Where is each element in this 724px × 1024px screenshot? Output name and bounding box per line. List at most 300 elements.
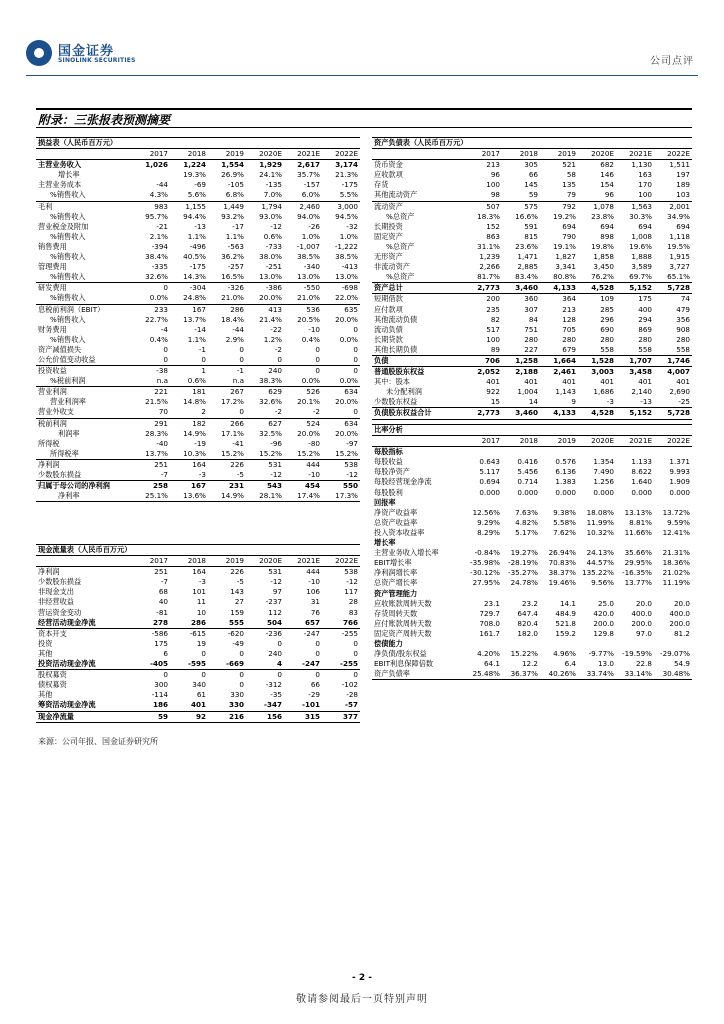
row-value: 200.0 <box>631 618 652 628</box>
row-value <box>654 538 692 548</box>
table-row <box>36 387 360 398</box>
year-header-blank <box>372 149 464 160</box>
table-row <box>372 589 692 599</box>
row-value: 129.8 <box>593 628 614 638</box>
row-value: 1.909 <box>669 477 690 487</box>
row-value: -114 <box>151 690 168 700</box>
row-value: 31 <box>310 597 320 607</box>
row-value: 83.4% <box>502 272 540 283</box>
row-value: -25 <box>654 397 692 408</box>
row-label: %总资产 <box>386 241 415 251</box>
row-label: 应收账款周转天数 <box>374 598 432 608</box>
row-value: 1.640 <box>631 477 652 487</box>
row-value: 550 <box>342 481 358 491</box>
table-row <box>372 387 692 397</box>
row-value: 9 <box>540 397 578 408</box>
row-value: 1,239 <box>479 252 500 262</box>
row-value: 96 <box>578 190 616 201</box>
row-value: 454 <box>304 481 320 491</box>
row-value: -1 <box>236 366 244 376</box>
table-row <box>36 262 360 272</box>
row-value: 5.17% <box>515 527 538 537</box>
year-header: 2018 <box>170 556 208 567</box>
row-value: 74 <box>680 294 690 304</box>
row-value: 19 <box>196 638 206 648</box>
row-value: 79 <box>540 190 578 201</box>
year-header: 2017 <box>132 556 170 567</box>
row-value: 294 <box>638 314 652 324</box>
table-row <box>36 397 360 407</box>
table-row <box>36 659 360 670</box>
row-value: 517 <box>486 324 500 334</box>
table-row <box>372 345 692 356</box>
disclaimer-link[interactable]: 敬请参阅最后一页特别声明 <box>296 994 428 1005</box>
row-value: 12.56% <box>472 507 500 517</box>
row-label: 每股指标 <box>374 447 403 457</box>
row-value: 17.2% <box>221 397 244 407</box>
table-row <box>36 491 360 502</box>
row-value: -81 <box>156 607 168 617</box>
row-value: 32.6% <box>259 397 282 407</box>
row-value: 21.5% <box>145 397 168 407</box>
row-label: 营业税金及附加 <box>38 221 89 231</box>
row-value: 444 <box>306 459 320 469</box>
row-value: 11 <box>196 597 206 607</box>
row-value: 17.4% <box>284 491 322 502</box>
row-value: 0 <box>322 355 360 366</box>
row-value: 280 <box>638 334 652 344</box>
year-header: 2020E <box>246 556 284 567</box>
row-value: 1.0% <box>301 231 320 241</box>
row-value <box>502 447 540 458</box>
row-value: 1,554 <box>221 160 244 170</box>
row-value: -1,007 <box>296 241 320 251</box>
row-value: 4.3% <box>132 190 170 201</box>
row-value: 221 <box>154 387 168 397</box>
row-value: 0 <box>163 283 168 293</box>
row-value: 68 <box>158 587 168 597</box>
row-label: EBIT利息保障倍数 <box>374 659 434 669</box>
row-value <box>540 639 578 649</box>
row-label: 现金净流量 <box>36 711 132 722</box>
row-value: 690 <box>600 324 614 334</box>
row-value <box>578 538 616 548</box>
row-value: 0.000 <box>593 487 614 497</box>
row-value <box>464 589 502 599</box>
row-value: 83 <box>348 607 358 617</box>
row-value: 2,773 <box>464 408 502 419</box>
row-value: 32.5% <box>259 428 282 438</box>
row-value: 0.694 <box>479 477 500 487</box>
balance-sheet-table <box>372 137 692 420</box>
row-value: -16.35% <box>622 568 652 578</box>
row-value: 31.1% <box>477 241 500 251</box>
row-value: 100 <box>616 190 654 201</box>
row-value: 694 <box>562 221 576 231</box>
year-header: 2021E <box>616 149 654 160</box>
row-value: 0.0% <box>284 376 322 387</box>
row-value: 19.46% <box>548 578 576 588</box>
row-value: 81.7% <box>464 272 502 283</box>
row-value: 1,929 <box>259 160 282 170</box>
row-value: 820.4 <box>517 618 538 628</box>
row-value: -615 <box>189 628 206 638</box>
row-value: 0 <box>163 344 168 354</box>
row-value: 13.13% <box>624 507 652 517</box>
row-value: 983 <box>154 201 168 211</box>
row-value <box>132 170 170 180</box>
row-label: 少数股东权益 <box>372 397 464 408</box>
row-value: 182.0 <box>517 628 538 638</box>
row-value <box>464 639 502 649</box>
row-value: -405 <box>132 659 170 670</box>
row-value: 1.256 <box>593 477 614 487</box>
row-value: 1.133 <box>631 457 652 467</box>
row-label: 其他 <box>38 648 53 658</box>
table-title: 比率分析 <box>372 425 692 436</box>
row-value: 0.000 <box>479 487 500 497</box>
row-value: 0.416 <box>517 457 538 467</box>
row-label: 其中：股本 <box>374 377 410 387</box>
row-value: 6.8% <box>208 190 246 201</box>
table-title-row <box>372 138 692 149</box>
row-value: 80.8% <box>540 272 578 283</box>
row-value: 444 <box>306 567 320 577</box>
row-value: 0.000 <box>517 487 538 497</box>
row-value: 679 <box>540 345 578 356</box>
table-row <box>36 201 360 212</box>
row-value: 7.63% <box>515 507 538 517</box>
row-value <box>654 447 692 458</box>
row-label: 税前利润 <box>38 418 67 428</box>
row-label: 总资产增长率 <box>374 578 418 588</box>
row-value: -7 <box>160 577 168 587</box>
row-label: 流动负债 <box>374 324 403 334</box>
row-value: 7.490 <box>593 467 614 477</box>
row-value: 200 <box>486 294 500 304</box>
table-row <box>36 180 360 190</box>
table-row <box>36 567 360 578</box>
row-value: 694 <box>638 221 652 231</box>
row-value: 1,827 <box>555 252 576 262</box>
row-value: 591 <box>524 221 538 231</box>
row-label: 总资产收益率 <box>374 517 418 527</box>
row-value: 729.7 <box>479 608 500 618</box>
row-value: 5,152 <box>616 283 654 294</box>
row-value: 5.117 <box>479 467 500 477</box>
row-label: 经营活动现金净流 <box>36 618 132 629</box>
row-value: 19.27% <box>510 548 538 558</box>
table-row <box>36 649 360 659</box>
row-value: 869 <box>638 324 652 334</box>
year-header: 2019 <box>540 149 578 160</box>
row-value: 1,224 <box>183 160 206 170</box>
row-value: 1,130 <box>631 160 652 170</box>
row-value: 24.8% <box>170 293 208 304</box>
row-value: -17 <box>232 221 244 231</box>
row-value: 2 <box>170 407 208 418</box>
row-value: 14.9% <box>183 428 206 438</box>
row-value: 1,118 <box>669 231 690 241</box>
row-value: -41 <box>232 438 244 448</box>
row-value: -2 <box>284 407 322 418</box>
row-label: 其他流动资产 <box>372 190 464 201</box>
row-value <box>540 447 578 458</box>
year-header: 2018 <box>502 149 540 160</box>
row-value <box>616 447 654 458</box>
row-value: 1,008 <box>631 231 652 241</box>
row-value: 315 <box>284 711 322 722</box>
row-value: 1,449 <box>223 201 244 211</box>
row-value: 575 <box>524 201 538 211</box>
row-value: 400.0 <box>631 608 652 618</box>
row-value: 1,664 <box>540 355 578 366</box>
row-value: 521.8 <box>555 618 576 628</box>
table-row <box>372 528 692 538</box>
income-statement-table <box>36 137 360 502</box>
table-row <box>372 180 692 190</box>
row-label: 非流动资产 <box>374 262 410 272</box>
row-value: 167 <box>192 304 206 314</box>
row-value: 59 <box>502 190 540 201</box>
row-value: 0.000 <box>669 487 690 497</box>
row-value: -413 <box>341 262 358 272</box>
table-row <box>36 700 360 711</box>
row-value: 76.2% <box>578 272 616 283</box>
row-value: 251 <box>154 567 168 577</box>
cash-flow-table <box>36 544 360 723</box>
table-row <box>36 618 360 629</box>
row-value: 164 <box>192 567 206 577</box>
row-value: -28.19% <box>508 558 538 568</box>
table-row <box>36 345 360 355</box>
row-value: 135 <box>562 180 576 190</box>
row-value: 401 <box>676 377 690 387</box>
row-value: 0 <box>315 366 320 376</box>
row-value: 0 <box>353 638 358 648</box>
row-value: -326 <box>227 283 244 293</box>
row-value: 524 <box>306 418 320 428</box>
year-header: 2022E <box>654 436 692 447</box>
row-value: 2,461 <box>553 367 576 377</box>
row-value: 558 <box>616 345 654 356</box>
row-value: 1,155 <box>185 201 206 211</box>
table-row <box>372 649 692 659</box>
row-value: 305 <box>524 160 538 170</box>
row-value: 156 <box>246 711 284 722</box>
year-header: 2020E <box>246 149 284 160</box>
row-value: 1,026 <box>145 160 168 170</box>
row-value: 26.9% <box>221 170 244 180</box>
row-value: -22 <box>270 324 282 334</box>
table-row <box>36 232 360 242</box>
row-label: 固定资产 <box>374 231 403 241</box>
row-value: 11.99% <box>586 517 614 527</box>
row-value: 18.08% <box>586 507 614 517</box>
row-value: 267 <box>230 387 244 397</box>
row-value: 22.8 <box>635 659 652 669</box>
year-header: 2019 <box>208 149 246 160</box>
row-value: 159.2 <box>555 628 576 638</box>
row-label: 主营业务收入 <box>38 160 82 170</box>
row-value: 189 <box>676 180 690 190</box>
row-label: 净利率 <box>36 491 132 502</box>
row-label: 流动资产 <box>374 201 403 211</box>
row-value: 0 <box>239 648 244 658</box>
row-value: 152 <box>486 221 500 231</box>
row-value: 330 <box>208 700 246 711</box>
row-label: 存货 <box>374 180 389 190</box>
row-value: -35.27% <box>508 568 538 578</box>
table-title-row <box>372 425 692 436</box>
row-value: 0 <box>315 648 320 658</box>
row-value: 2,052 <box>477 367 500 377</box>
row-value: 3,460 <box>502 283 540 294</box>
row-value: 1.1% <box>187 334 206 344</box>
table-row <box>372 558 692 568</box>
row-value: 14.3% <box>170 272 208 283</box>
row-value: 94.0% <box>297 211 320 221</box>
table-row <box>372 457 692 467</box>
row-label: 每股净资产 <box>374 467 410 477</box>
row-value: 377 <box>322 711 360 722</box>
row-value: 1.1% <box>225 231 244 241</box>
row-value: -101 <box>284 700 322 711</box>
row-value: 103 <box>654 190 692 201</box>
row-value: 1.383 <box>555 477 576 487</box>
row-value: -394 <box>151 241 168 251</box>
row-value: -257 <box>227 262 244 272</box>
row-value: -57 <box>322 700 360 711</box>
row-value: -563 <box>227 241 244 251</box>
row-value: -44 <box>232 324 244 334</box>
row-value: 2,617 <box>297 160 320 170</box>
row-value: 28.1% <box>246 491 284 502</box>
row-value: 3,458 <box>629 367 652 377</box>
row-value: 4.82% <box>515 517 538 527</box>
row-value: 197 <box>676 170 690 180</box>
row-label: 其他 <box>38 690 53 700</box>
row-value: 0 <box>353 648 358 658</box>
row-value <box>502 538 540 548</box>
row-value: 694 <box>676 221 690 231</box>
row-value: 2,773 <box>464 283 502 294</box>
row-value <box>502 589 540 599</box>
row-value: 17.3% <box>322 491 360 502</box>
year-header: 2019 <box>208 556 246 567</box>
row-value: 1.1% <box>187 231 206 241</box>
row-value: 1.2% <box>263 334 282 344</box>
row-value: 100 <box>486 334 500 344</box>
row-value: 484.9 <box>555 608 576 618</box>
row-value: 106 <box>306 587 320 597</box>
table-row <box>36 325 360 335</box>
row-value: -96 <box>270 438 282 448</box>
row-value: 3,460 <box>502 408 540 419</box>
row-value: 0 <box>353 344 358 354</box>
table-row <box>372 232 692 242</box>
row-label: 非经营收益 <box>38 597 74 607</box>
row-value: -733 <box>265 241 282 251</box>
row-value: 0 <box>239 680 244 690</box>
row-label: 偿债能力 <box>374 638 403 648</box>
row-value: 29.95% <box>624 558 652 568</box>
row-label: 投资 <box>38 638 53 648</box>
table-row <box>372 488 692 498</box>
row-value <box>654 589 692 599</box>
table-row <box>372 669 692 680</box>
row-value: 1,858 <box>593 252 614 262</box>
table-row <box>372 190 692 201</box>
row-value: 66 <box>310 680 320 690</box>
table-row <box>36 283 360 294</box>
row-value: 19.3% <box>183 170 206 180</box>
row-value: -1 <box>198 344 206 354</box>
row-value: 647.4 <box>517 608 538 618</box>
row-value: 15.2% <box>284 449 322 460</box>
row-value: -19 <box>194 438 206 448</box>
row-label: 投入资本收益率 <box>374 527 425 537</box>
table-row <box>372 160 692 171</box>
row-value: 1,143 <box>555 387 576 397</box>
row-value: -335 <box>151 262 168 272</box>
row-value: 635 <box>344 304 358 314</box>
row-value: 9.29% <box>477 517 500 527</box>
table-row <box>36 293 360 304</box>
year-header: 2017 <box>132 149 170 160</box>
row-value: 266 <box>230 418 244 428</box>
table-row <box>372 508 692 518</box>
row-value: 1.371 <box>669 457 690 467</box>
table-row <box>36 190 360 201</box>
row-value: 13.0 <box>597 659 614 669</box>
row-value: 0 <box>353 324 358 334</box>
row-value <box>654 498 692 508</box>
row-label: 资产减值损失 <box>38 344 82 354</box>
row-value <box>616 589 654 599</box>
row-value <box>578 447 616 458</box>
row-value: 521 <box>562 160 576 170</box>
row-value: 5,728 <box>654 408 692 419</box>
row-label: %销售收入 <box>50 314 86 324</box>
row-value: -0.84% <box>474 548 500 558</box>
row-value: -9.77% <box>588 649 614 659</box>
row-value: 629 <box>268 387 282 397</box>
row-value: 682 <box>600 160 614 170</box>
row-value: 401 <box>170 700 208 711</box>
row-value: 1.0% <box>339 231 358 241</box>
row-value: 0 <box>239 670 244 680</box>
row-value: -255 <box>341 628 358 638</box>
row-value: 815 <box>524 231 538 241</box>
row-value: 35.7% <box>297 170 320 180</box>
row-label: 营业利润 <box>38 387 67 397</box>
row-value: -586 <box>151 628 168 638</box>
row-value: 3,589 <box>631 262 652 272</box>
row-value: 531 <box>268 459 282 469</box>
row-value: 15.2% <box>208 449 246 460</box>
row-value: 1,528 <box>578 355 616 366</box>
row-value: 66 <box>528 170 538 180</box>
row-value: 0 <box>353 366 358 376</box>
row-value: 15.2% <box>246 449 284 460</box>
row-value: -49 <box>232 638 244 648</box>
row-value: -2 <box>274 344 282 354</box>
row-value: 0 <box>277 638 282 648</box>
row-label: 非现金支出 <box>38 587 74 597</box>
row-value: 4.20% <box>477 649 500 659</box>
row-label: 主营业务成本 <box>38 180 82 190</box>
